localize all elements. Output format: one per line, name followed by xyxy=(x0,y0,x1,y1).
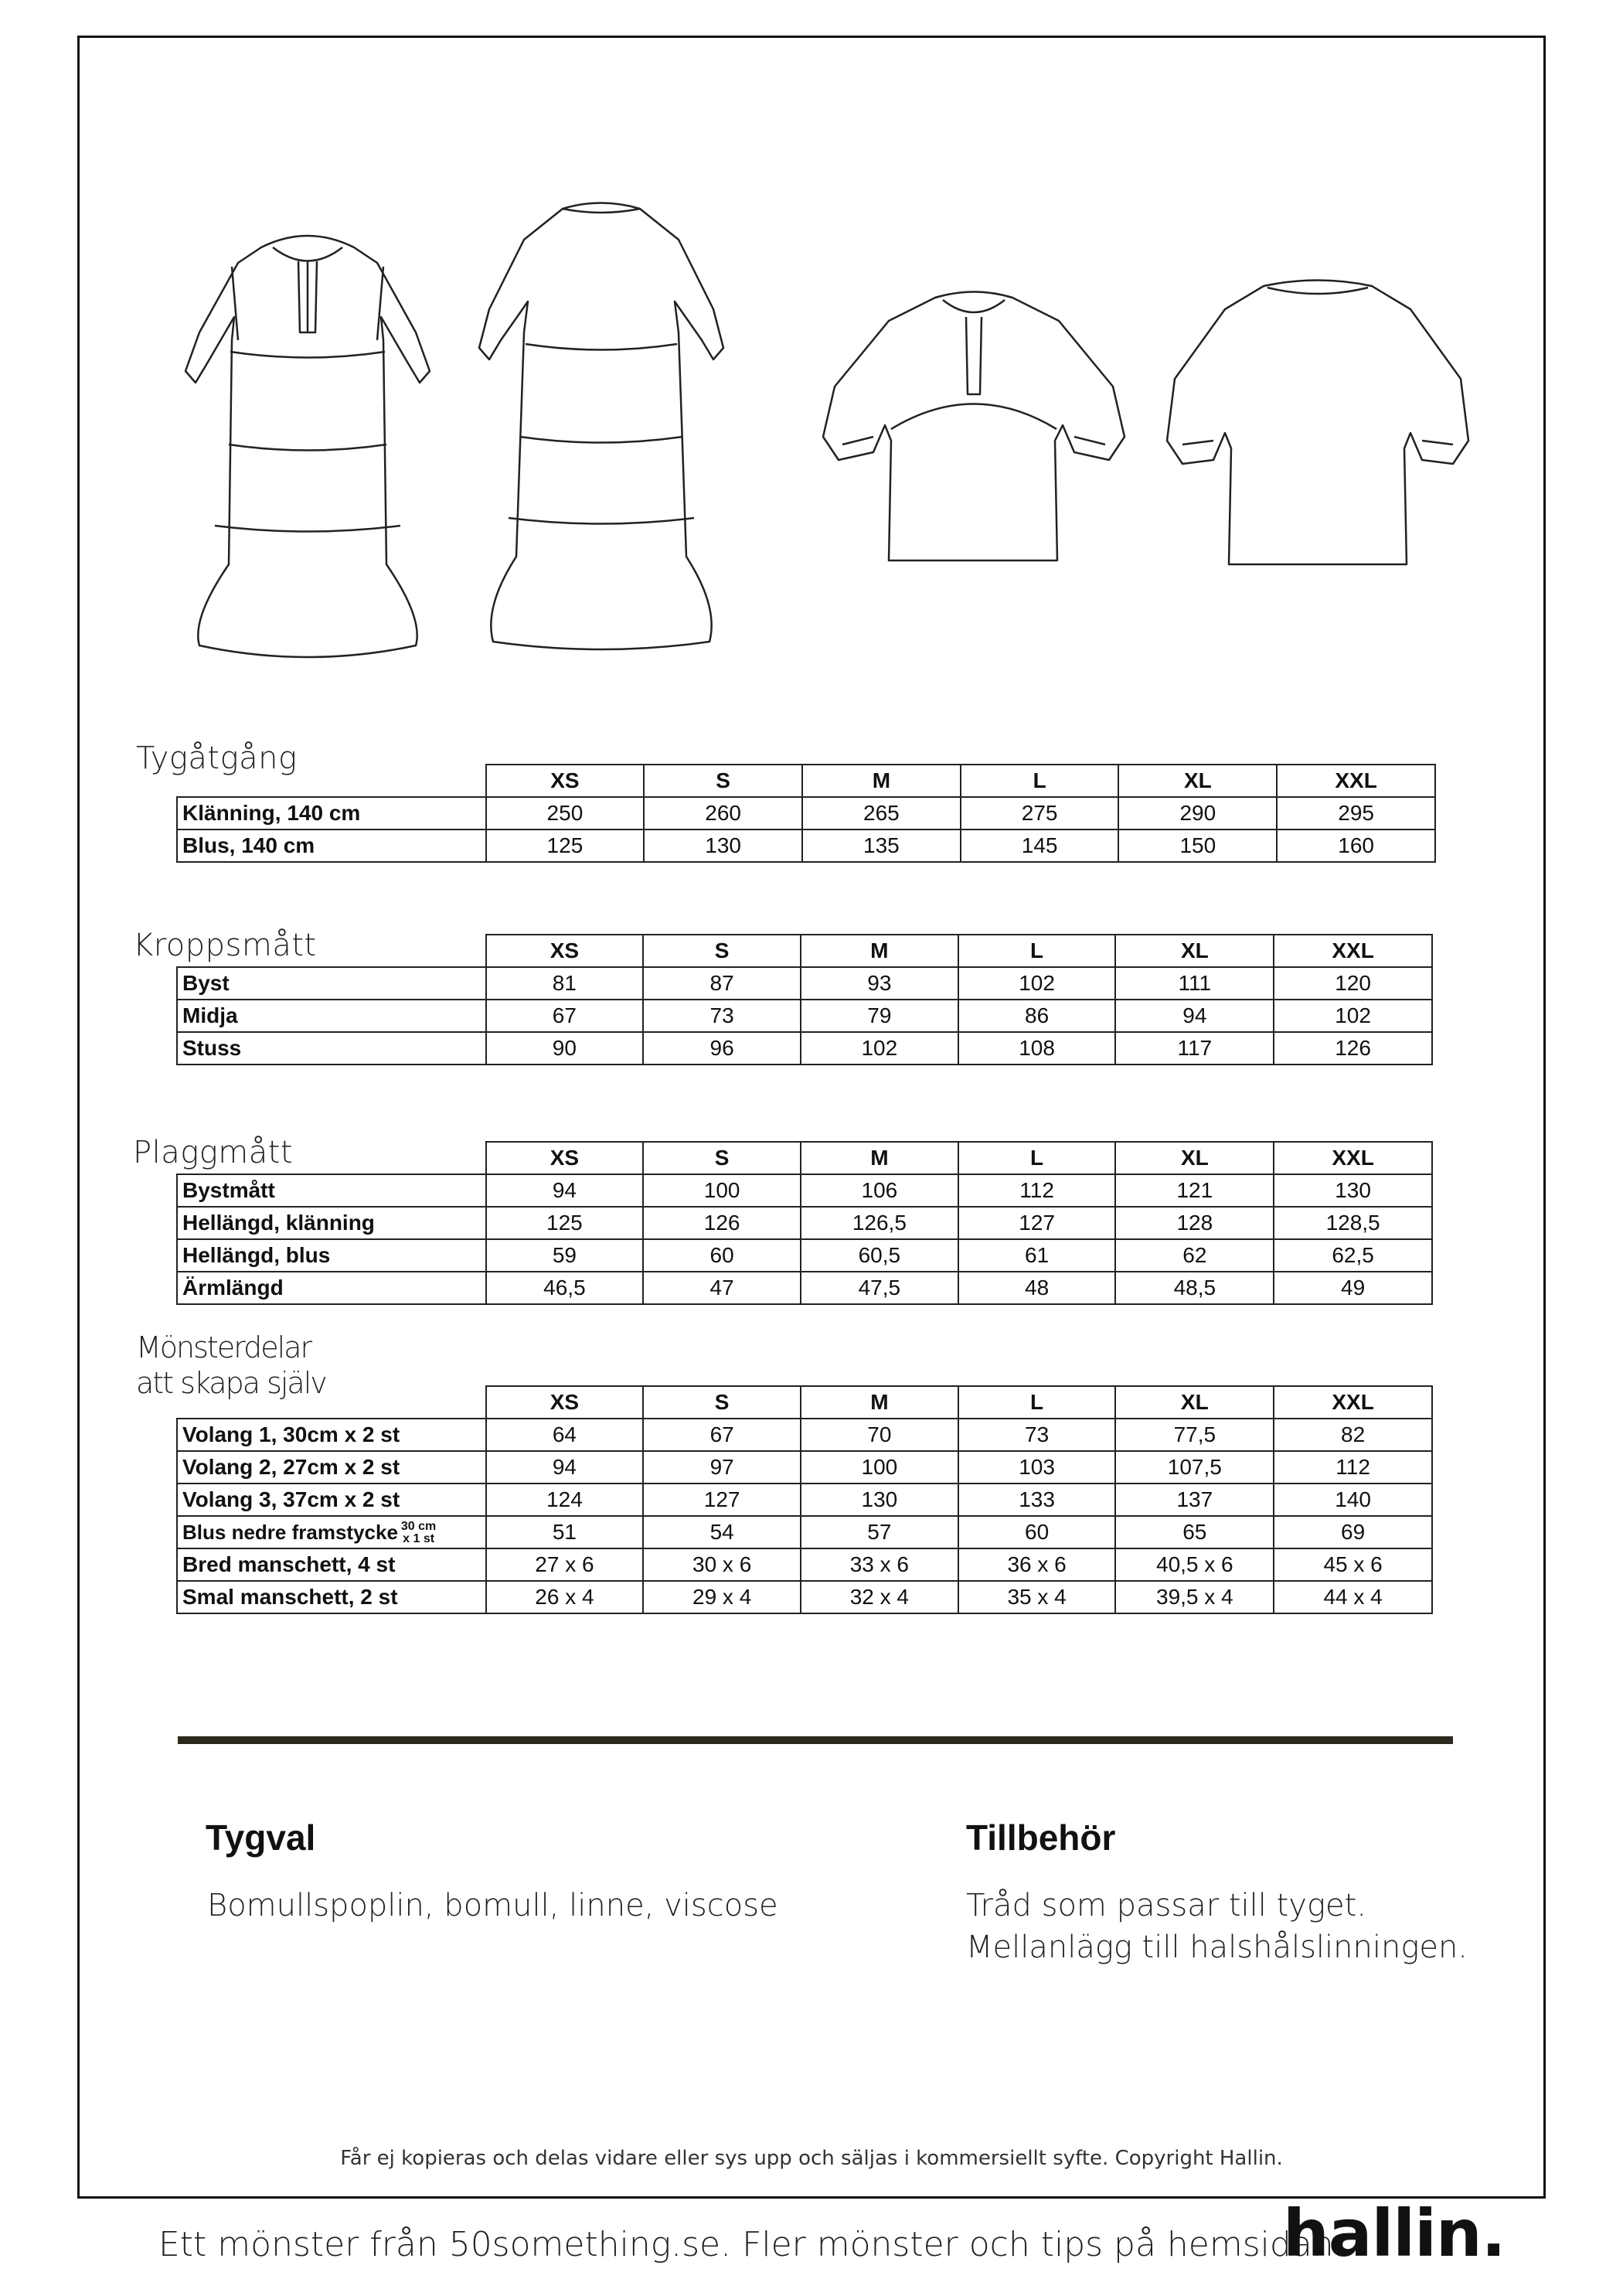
cell: 35 x 4 xyxy=(958,1581,1116,1613)
size-header: L xyxy=(958,1142,1116,1174)
cell: 82 xyxy=(1274,1419,1432,1451)
cell: 295 xyxy=(1277,797,1435,829)
cell: 60 xyxy=(643,1239,801,1272)
size-header: L xyxy=(961,765,1119,797)
cell: 103 xyxy=(958,1451,1116,1484)
size-header: S xyxy=(643,1142,801,1174)
cell: 125 xyxy=(486,1207,644,1239)
table-row xyxy=(177,1239,1432,1272)
size-header: M xyxy=(801,1142,958,1174)
cell: 51 xyxy=(486,1516,644,1548)
size-header: XL xyxy=(1118,765,1277,797)
row-label-with-sub xyxy=(177,1516,486,1548)
cell: 93 xyxy=(801,967,958,1000)
tillbehor-line1: Tråd som passar till tyget. xyxy=(966,1888,1366,1923)
dress-front-illustration xyxy=(184,216,431,665)
cell: 130 xyxy=(644,829,802,862)
cell: 106 xyxy=(801,1174,958,1207)
cell: 79 xyxy=(801,1000,958,1032)
cell: 47 xyxy=(643,1272,801,1304)
cell: 48 xyxy=(958,1272,1116,1304)
cell: 26 x 4 xyxy=(486,1581,644,1613)
cell: 65 xyxy=(1115,1516,1274,1548)
size-header: M xyxy=(801,935,958,967)
size-header: XL xyxy=(1115,1142,1274,1174)
cell: 90 xyxy=(486,1032,644,1065)
cell: 81 xyxy=(486,967,644,1000)
tillbehor-line2: Mellanlägg till halshålslinningen. xyxy=(966,1930,1468,1965)
cell: 125 xyxy=(486,829,645,862)
cell: 57 xyxy=(801,1516,958,1548)
table-row xyxy=(177,1548,1432,1581)
row-label: Ärmlängd xyxy=(177,1272,486,1304)
cell: 94 xyxy=(486,1451,644,1484)
cell: 46,5 xyxy=(486,1272,644,1304)
tygval-title: Tygval xyxy=(206,1817,316,1858)
cell: 117 xyxy=(1115,1032,1274,1065)
size-header: XXL xyxy=(1274,935,1432,967)
body-table xyxy=(176,934,1433,1065)
cell: 64 xyxy=(486,1419,644,1451)
table-row xyxy=(177,1484,1432,1516)
cell: 112 xyxy=(1274,1451,1432,1484)
sub-line2: x 1 st xyxy=(403,1531,435,1545)
size-header: M xyxy=(802,765,961,797)
cell: 120 xyxy=(1274,967,1432,1000)
size-header: L xyxy=(958,935,1116,967)
cell: 150 xyxy=(1118,829,1277,862)
size-header: L xyxy=(958,1386,1116,1419)
size-header: S xyxy=(643,935,801,967)
cell: 70 xyxy=(801,1419,958,1451)
size-header: M xyxy=(801,1386,958,1419)
cell: 48,5 xyxy=(1115,1272,1274,1304)
row-label: Blus nedre framstycke xyxy=(182,1521,398,1545)
section-divider xyxy=(178,1736,1453,1744)
size-header: S xyxy=(643,1386,801,1419)
cell: 40,5 x 6 xyxy=(1115,1548,1274,1581)
cell: 47,5 xyxy=(801,1272,958,1304)
cell: 130 xyxy=(1274,1174,1432,1207)
header-blank xyxy=(177,765,486,797)
cell: 127 xyxy=(643,1484,801,1516)
cell: 69 xyxy=(1274,1516,1432,1548)
cell: 290 xyxy=(1118,797,1277,829)
cell: 97 xyxy=(643,1451,801,1484)
table-row xyxy=(177,1174,1432,1207)
dress-back-illustration xyxy=(478,193,725,657)
row-label: Klänning, 140 cm xyxy=(177,797,486,829)
table-row xyxy=(177,1581,1432,1613)
table-row xyxy=(177,829,1435,862)
row-label: Smal manschett, 2 st xyxy=(177,1581,486,1613)
table-row xyxy=(177,1272,1432,1304)
section-title-fabric: Tygåtgång xyxy=(136,741,298,776)
cell: 128 xyxy=(1115,1207,1274,1239)
size-header: XXL xyxy=(1277,765,1435,797)
row-sub-label xyxy=(401,1521,436,1545)
cell: 145 xyxy=(961,829,1119,862)
pieces-title-line2: att skapa själv xyxy=(136,1366,326,1400)
table-row xyxy=(177,1207,1432,1239)
cell: 67 xyxy=(486,1000,644,1032)
cell: 260 xyxy=(644,797,802,829)
cell: 36 x 6 xyxy=(958,1548,1116,1581)
size-header: XXL xyxy=(1274,1386,1432,1419)
sub-line1: 30 cm xyxy=(400,1519,437,1533)
row-label: Midja xyxy=(177,1000,486,1032)
cell: 86 xyxy=(958,1000,1116,1032)
table-header-row xyxy=(177,935,1432,967)
cell: 39,5 x 4 xyxy=(1115,1581,1274,1613)
cell: 102 xyxy=(958,967,1116,1000)
cell: 60,5 xyxy=(801,1239,958,1272)
cell: 60 xyxy=(958,1516,1116,1548)
cell: 30 x 6 xyxy=(643,1548,801,1581)
row-label: Byst xyxy=(177,967,486,1000)
cell: 130 xyxy=(801,1484,958,1516)
cell: 32 x 4 xyxy=(801,1581,958,1613)
table-header-row xyxy=(177,1142,1432,1174)
size-header: XL xyxy=(1115,935,1274,967)
section-title-body: Kroppsmått xyxy=(133,928,317,963)
header-blank xyxy=(177,935,486,967)
pieces-title-line1: Mönsterdelar xyxy=(136,1330,311,1364)
header-blank xyxy=(177,1386,486,1419)
cell: 128,5 xyxy=(1274,1207,1432,1239)
hallin-logo: hallin. xyxy=(1283,2196,1506,2271)
cell: 108 xyxy=(958,1032,1116,1065)
cell: 100 xyxy=(643,1174,801,1207)
cell: 45 x 6 xyxy=(1274,1548,1432,1581)
cell: 160 xyxy=(1277,829,1435,862)
size-header: XS xyxy=(486,765,645,797)
cell: 133 xyxy=(958,1484,1116,1516)
cell: 124 xyxy=(486,1484,644,1516)
cell: 275 xyxy=(961,797,1119,829)
cell: 33 x 6 xyxy=(801,1548,958,1581)
table-header-row xyxy=(177,765,1435,797)
cell: 102 xyxy=(1274,1000,1432,1032)
cell: 137 xyxy=(1115,1484,1274,1516)
table-row xyxy=(177,1000,1432,1032)
blouse-back-illustration xyxy=(1155,278,1480,572)
size-header: XS xyxy=(486,1142,644,1174)
row-label: Volang 1, 30cm x 2 st xyxy=(177,1419,486,1451)
cell: 94 xyxy=(486,1174,644,1207)
cell: 121 xyxy=(1115,1174,1274,1207)
cell: 102 xyxy=(801,1032,958,1065)
row-label: Hellängd, blus xyxy=(177,1239,486,1272)
cell: 94 xyxy=(1115,1000,1274,1032)
cell: 27 x 6 xyxy=(486,1548,644,1581)
row-label: Bred manschett, 4 st xyxy=(177,1548,486,1581)
table-row xyxy=(177,967,1432,1000)
row-label: Volang 3, 37cm x 2 st xyxy=(177,1484,486,1516)
cell: 59 xyxy=(486,1239,644,1272)
table-header-row xyxy=(177,1386,1432,1419)
cell: 61 xyxy=(958,1239,1116,1272)
copyright-notice: Får ej kopieras och delas vidare eller sys upp och säljas i kommersiellt syfte. Copyright Hallin. xyxy=(340,2147,1283,2170)
cell: 111 xyxy=(1115,967,1274,1000)
cell: 126,5 xyxy=(801,1207,958,1239)
cell: 62,5 xyxy=(1274,1239,1432,1272)
tillbehor-title: Tillbehör xyxy=(966,1817,1116,1858)
cell: 112 xyxy=(958,1174,1116,1207)
cell: 127 xyxy=(958,1207,1116,1239)
cell: 126 xyxy=(643,1207,801,1239)
row-label: Stuss xyxy=(177,1032,486,1065)
table-row xyxy=(177,1516,1432,1548)
section-title-garment: Plaggmått xyxy=(133,1135,294,1170)
cell: 135 xyxy=(802,829,961,862)
row-label: Hellängd, klänning xyxy=(177,1207,486,1239)
cell: 77,5 xyxy=(1115,1419,1274,1451)
cell: 54 xyxy=(643,1516,801,1548)
cell: 107,5 xyxy=(1115,1451,1274,1484)
cell: 29 x 4 xyxy=(643,1581,801,1613)
cell: 73 xyxy=(958,1419,1116,1451)
size-header: XL xyxy=(1115,1386,1274,1419)
tygval-text: Bomullspoplin, bomull, linne, viscose xyxy=(207,1888,778,1923)
cell: 49 xyxy=(1274,1272,1432,1304)
table-row xyxy=(177,1451,1432,1484)
table-row xyxy=(177,797,1435,829)
cell: 62 xyxy=(1115,1239,1274,1272)
garment-table xyxy=(176,1141,1433,1305)
size-header: S xyxy=(644,765,802,797)
pieces-table xyxy=(176,1385,1433,1614)
cell: 100 xyxy=(801,1451,958,1484)
table-row xyxy=(177,1419,1432,1451)
tillbehor-text xyxy=(966,1885,1468,1968)
cell: 73 xyxy=(643,1000,801,1032)
table-row xyxy=(177,1032,1432,1065)
cell: 44 x 4 xyxy=(1274,1581,1432,1613)
cell: 140 xyxy=(1274,1484,1432,1516)
blouse-front-illustration xyxy=(812,286,1136,564)
size-header: XXL xyxy=(1274,1142,1432,1174)
fabric-table xyxy=(176,764,1436,863)
cell: 250 xyxy=(486,797,645,829)
size-header: XS xyxy=(486,1386,644,1419)
header-blank xyxy=(177,1142,486,1174)
footer-text: Ett mönster från 50something.se. Fler mönster och tips på hemsidan. xyxy=(158,2225,1345,2264)
row-label: Bystmått xyxy=(177,1174,486,1207)
cell: 67 xyxy=(643,1419,801,1451)
cell: 265 xyxy=(802,797,961,829)
size-header: XS xyxy=(486,935,644,967)
cell: 126 xyxy=(1274,1032,1432,1065)
row-label: Volang 2, 27cm x 2 st xyxy=(177,1451,486,1484)
row-label: Blus, 140 cm xyxy=(177,829,486,862)
cell: 96 xyxy=(643,1032,801,1065)
cell: 87 xyxy=(643,967,801,1000)
